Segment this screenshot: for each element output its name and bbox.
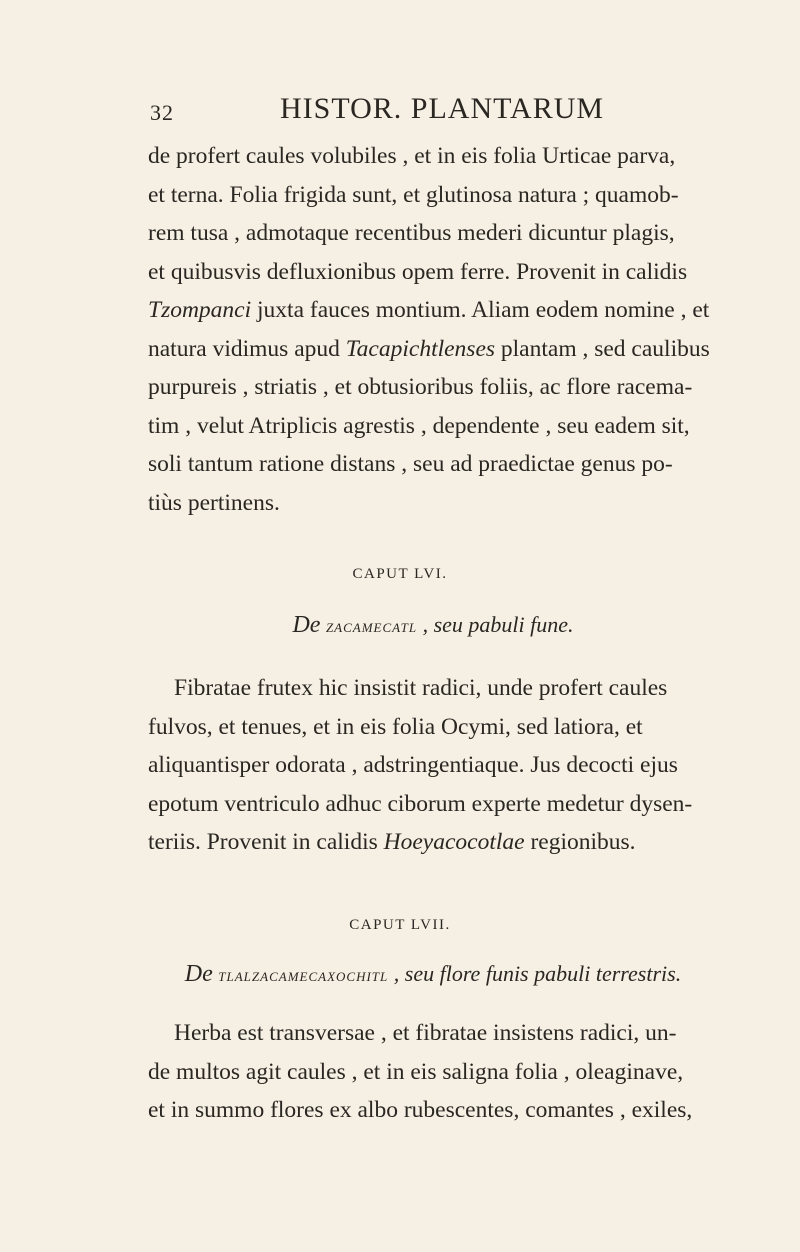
text-line: et in summo flores ex albo rubescentes, comantes , exiles, bbox=[148, 1097, 693, 1123]
subheading-rest: , seu flore funis pabuli terrestris. bbox=[393, 961, 682, 986]
text-fragment: teriis. Provenit in calidis bbox=[148, 829, 384, 855]
text-line: rem tusa , admotaque recentibus mederi dicuntur plagis, bbox=[148, 220, 675, 246]
subheading-rest: , seu pabuli fune. bbox=[422, 612, 574, 637]
chapter-subheading bbox=[148, 961, 718, 988]
paragraph-3 bbox=[148, 1014, 718, 1130]
text-line: de multos agit caules , et in eis saligna folia , oleaginave, bbox=[148, 1058, 684, 1085]
subheading-de: De bbox=[184, 961, 213, 987]
text-line bbox=[148, 330, 718, 369]
plant-name: tlalzacamecaxochitl bbox=[218, 965, 389, 985]
text-line: Herba est transversae , et fibratae insistens radici, un- bbox=[174, 1020, 677, 1046]
running-title: HISTOR. PLANTARUM bbox=[280, 92, 605, 125]
text-line: fulvos, et tenues, et in eis folia Ocymi, sed latiora, et bbox=[148, 713, 643, 740]
text-line: aliquantisper odorata , adstringentiaque. Jus decocti ejus bbox=[148, 752, 678, 778]
page-number: 32 bbox=[150, 100, 174, 125]
text-line: epotum ventriculo adhuc ciborum experte medetur dysen- bbox=[148, 790, 693, 817]
text-fragment: natura vidimus apud bbox=[148, 335, 346, 362]
plant-name: zacamecatl bbox=[325, 616, 418, 636]
text-line: purpureis , striatis , et obtusioribus foliis, ac flore racema- bbox=[148, 374, 693, 400]
page-header bbox=[0, 92, 800, 132]
text-line: de profert caules volubiles , et in eis folia Urticae parva, bbox=[148, 143, 676, 169]
place-name: Hoeyacocotlae bbox=[383, 829, 525, 855]
chapter-subheading bbox=[148, 612, 718, 639]
text-fragment: juxta fauces montium. Aliam eodem nomine , et bbox=[251, 297, 710, 323]
text-line: Fibratae frutex hic insistit radici, unde profert caules bbox=[174, 675, 668, 701]
text-line: et quibusvis defluxionibus opem ferre. Provenit in calidis bbox=[148, 258, 688, 285]
place-name: Tzompanci bbox=[148, 297, 252, 323]
paragraph-1 bbox=[148, 137, 718, 522]
subheading-de: De bbox=[292, 612, 321, 638]
text-fragment: regionibus. bbox=[524, 829, 636, 855]
text-line bbox=[148, 291, 718, 330]
paragraph-2 bbox=[148, 669, 718, 862]
text-line: tiùs pertinens. bbox=[148, 489, 280, 516]
chapter-heading: CAPUT LVII. bbox=[349, 917, 451, 933]
people-name: Tacapichtlenses bbox=[345, 335, 496, 362]
text-line: soli tantum ratione distans , seu ad praedictae genus po- bbox=[148, 451, 673, 477]
text-line bbox=[148, 823, 718, 862]
text-line: et terna. Folia frigida sunt, et glutinosa natura ; quamob- bbox=[148, 181, 679, 208]
chapter-heading: CAPUT LVI. bbox=[352, 566, 448, 582]
text-fragment: plantam , sed caulibus bbox=[495, 335, 710, 362]
text-line: tim , velut Atriplicis agrestis , dependente , seu eadem sit, bbox=[148, 412, 690, 439]
